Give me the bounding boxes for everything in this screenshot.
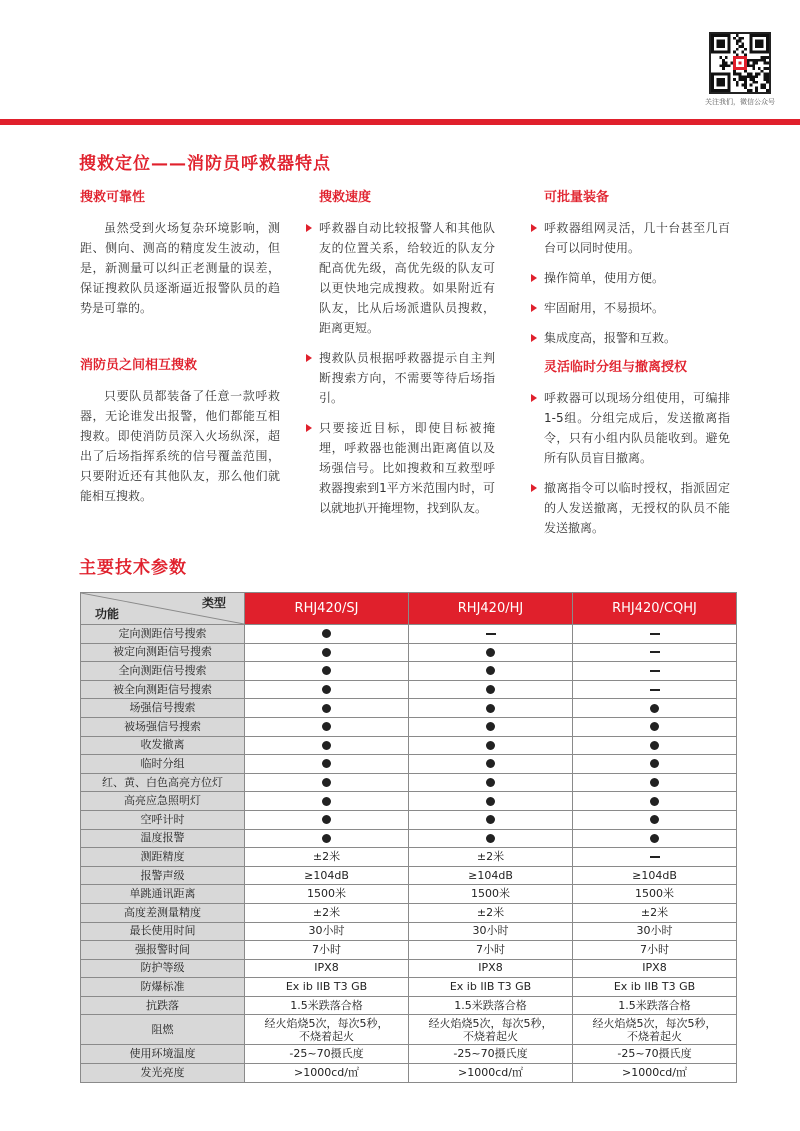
batch-list: [530, 218, 730, 348]
list-item: 撤离指令可以临时授权，指派固定的人发送撤离，无授权的队员不能发送撤离。: [530, 478, 730, 538]
supported-dot-icon: [486, 815, 495, 824]
not-supported-cell: [409, 625, 573, 644]
spec-value-cell: 经火焰烧5次，每次5秒， 不烧着起火: [245, 1015, 409, 1045]
list-item: 呼救器自动比较报警人和其他队友的位置关系，给较近的队友分配高优先级，高优先级的队友可以更快地完成搜救。如果附近有队友，比从后场派遣队员搜救，距离更短。: [305, 218, 495, 338]
table-row: [81, 1015, 737, 1045]
supported-dot-icon: [322, 815, 331, 824]
supported-dot-icon: [322, 704, 331, 713]
supported-dot-icon: [650, 741, 659, 750]
supported-dot-icon: [486, 722, 495, 731]
table-row: [81, 736, 737, 755]
function-cell: 空呼计时: [81, 810, 245, 829]
supported-dot-icon: [486, 685, 495, 694]
supported-dot-icon: [322, 685, 331, 694]
table-row: [81, 755, 737, 774]
supported-dot-icon: [322, 834, 331, 843]
supported-dot-cell: [573, 829, 737, 848]
table-row: [81, 792, 737, 811]
table-row: [81, 810, 737, 829]
supported-dot-icon: [486, 741, 495, 750]
supported-dot-cell: [409, 810, 573, 829]
supported-dot-cell: [409, 792, 573, 811]
supported-dot-cell: [245, 755, 409, 774]
function-cell: 阻燃: [81, 1015, 245, 1045]
not-supported-dash-icon: [650, 670, 660, 672]
spec-value-cell: 1.5米跌落合格: [409, 996, 573, 1015]
speed-list: [305, 218, 495, 518]
supported-dot-cell: [573, 736, 737, 755]
function-cell: 被定向测距信号搜索: [81, 643, 245, 662]
supported-dot-icon: [322, 648, 331, 657]
table-row: [81, 978, 737, 997]
table-row: [81, 996, 737, 1015]
not-supported-cell: [573, 625, 737, 644]
supported-dot-cell: [245, 662, 409, 681]
not-supported-dash-icon: [650, 633, 660, 635]
spec-value-cell: IPX8: [245, 959, 409, 978]
supported-dot-cell: [573, 699, 737, 718]
supported-dot-icon: [650, 704, 659, 713]
spec-value-cell: >1000cd/㎡: [573, 1064, 737, 1083]
header-function-label: 功能: [95, 607, 120, 621]
model-header: RHJ420/HJ: [409, 593, 573, 625]
not-supported-cell: [573, 643, 737, 662]
spec-value-cell: >1000cd/㎡: [409, 1064, 573, 1083]
function-cell: 红、黄、白色高亮方位灯: [81, 773, 245, 792]
spec-value-cell: 1.5米跌落合格: [573, 996, 737, 1015]
table-row: [81, 643, 737, 662]
not-supported-dash-icon: [486, 633, 496, 635]
spec-value-cell: ≥104dB: [573, 866, 737, 885]
spec-value-cell: 1500米: [245, 885, 409, 904]
supported-dot-icon: [486, 666, 495, 675]
supported-dot-cell: [409, 829, 573, 848]
function-cell: 报警声级: [81, 866, 245, 885]
table-row: [81, 662, 737, 681]
table-row: [81, 959, 737, 978]
supported-dot-icon: [322, 741, 331, 750]
supported-dot-cell: [409, 680, 573, 699]
supported-dot-icon: [322, 629, 331, 638]
supported-dot-icon: [322, 797, 331, 806]
not-supported-cell: [573, 662, 737, 681]
function-cell: 高度差测量精度: [81, 903, 245, 922]
function-cell: 防爆标准: [81, 978, 245, 997]
supported-dot-cell: [245, 717, 409, 736]
supported-dot-cell: [409, 699, 573, 718]
table-row: [81, 922, 737, 941]
supported-dot-icon: [322, 666, 331, 675]
function-cell: 抗跌落: [81, 996, 245, 1015]
speed-heading: 搜救速度: [319, 190, 372, 205]
spec-value-cell: ±2米: [409, 903, 573, 922]
qr-code[interactable]: [709, 32, 771, 94]
specs-table-body: [81, 625, 737, 1083]
spec-value-cell: -25~70摄氏度: [573, 1045, 737, 1064]
function-cell: 定向测距信号搜索: [81, 625, 245, 644]
specs-table: [80, 592, 737, 1083]
table-row: [81, 1045, 737, 1064]
table-row: [81, 625, 737, 644]
supported-dot-icon: [486, 797, 495, 806]
supported-dot-icon: [650, 797, 659, 806]
table-row: [81, 848, 737, 867]
supported-dot-icon: [486, 834, 495, 843]
function-cell: 全向测距信号搜索: [81, 662, 245, 681]
table-row: [81, 866, 737, 885]
supported-dot-icon: [650, 815, 659, 824]
spec-value-cell: 30小时: [409, 922, 573, 941]
list-item: 只要接近目标，即使目标被掩埋，呼救器也能测出距离值以及场强信号。比如搜救和互救型呼救器搜索到1平方米范围内时，可以就地扒开掩埋物，找到队友。: [305, 418, 495, 518]
table-row: [81, 717, 737, 736]
supported-dot-icon: [650, 722, 659, 731]
supported-dot-cell: [409, 736, 573, 755]
grouping-list: [530, 388, 730, 538]
table-row: [81, 1064, 737, 1083]
function-cell: 场强信号搜索: [81, 699, 245, 718]
features-title: 搜救定位——消防员呼救器特点: [79, 154, 331, 174]
supported-dot-cell: [245, 625, 409, 644]
feature-column-1: [80, 188, 280, 506]
spec-value-cell: -25~70摄氏度: [245, 1045, 409, 1064]
spec-value-cell: 7小时: [245, 941, 409, 960]
feature-column-3: [530, 188, 730, 548]
spec-value-cell: 7小时: [573, 941, 737, 960]
function-cell: 被场强信号搜索: [81, 717, 245, 736]
table-row: [81, 829, 737, 848]
supported-dot-icon: [322, 722, 331, 731]
supported-dot-icon: [486, 648, 495, 657]
not-supported-cell: [573, 680, 737, 699]
header-type-label: 类型: [201, 596, 226, 610]
supported-dot-cell: [245, 643, 409, 662]
qr-code-block: [694, 32, 786, 107]
table-row: [81, 885, 737, 904]
spec-value-cell: 1500米: [409, 885, 573, 904]
list-item: 搜救队员根据呼救器提示自主判断搜索方向，不需要等待后场指引。: [305, 348, 495, 408]
spec-value-cell: Ex ib IIB T3 GB: [409, 978, 573, 997]
function-cell: 防护等级: [81, 959, 245, 978]
batch-heading: 可批量装备: [544, 190, 610, 205]
spec-value-cell: ±2米: [409, 848, 573, 867]
not-supported-dash-icon: [650, 651, 660, 653]
model-header: RHJ420/CQHJ: [573, 593, 737, 625]
spec-value-cell: ≥104dB: [409, 866, 573, 885]
supported-dot-icon: [486, 759, 495, 768]
function-cell: 高亮应急照明灯: [81, 792, 245, 811]
supported-dot-cell: [409, 717, 573, 736]
spec-value-cell: 30小时: [245, 922, 409, 941]
grouping-heading: 灵活临时分组与撤离授权: [544, 360, 688, 375]
function-cell: 测距精度: [81, 848, 245, 867]
list-item: 呼救器可以现场分组使用，可编排1-5组。分组完成后，发送撤离指令，只有小组内队员能收到。避免所有队员盲目撤离。: [530, 388, 730, 468]
list-item: 牢固耐用，不易损坏。: [530, 298, 730, 318]
list-item: 呼救器组网灵活，几十台甚至几百台可以同时使用。: [530, 218, 730, 258]
function-cell: 临时分组: [81, 755, 245, 774]
spec-value-cell: ±2米: [245, 903, 409, 922]
spec-value-cell: 经火焰烧5次，每次5秒， 不烧着起火: [409, 1015, 573, 1045]
table-row: [81, 680, 737, 699]
spec-value-cell: Ex ib IIB T3 GB: [573, 978, 737, 997]
spec-value-cell: 1500米: [573, 885, 737, 904]
function-cell: 收发撤离: [81, 736, 245, 755]
function-cell: 被全向测距信号搜索: [81, 680, 245, 699]
spec-value-cell: IPX8: [573, 959, 737, 978]
supported-dot-icon: [322, 778, 331, 787]
reliability-heading: 搜救可靠性: [80, 190, 146, 205]
supported-dot-cell: [409, 773, 573, 792]
spec-value-cell: 30小时: [573, 922, 737, 941]
spec-value-cell: >1000cd/㎡: [245, 1064, 409, 1083]
supported-dot-cell: [245, 736, 409, 755]
table-row: [81, 773, 737, 792]
supported-dot-cell: [573, 810, 737, 829]
table-corner-header: [81, 593, 245, 625]
list-item: 操作简单，使用方便。: [530, 268, 730, 288]
table-row: [81, 941, 737, 960]
spec-value-cell: 7小时: [409, 941, 573, 960]
spec-value-cell: ±2米: [573, 903, 737, 922]
header-accent-bar: [0, 119, 800, 125]
supported-dot-cell: [245, 773, 409, 792]
supported-dot-icon: [486, 778, 495, 787]
table-row: [81, 903, 737, 922]
list-item: 集成度高，报警和互救。: [530, 328, 730, 348]
mutual-rescue-heading: 消防员之间相互搜救: [80, 358, 198, 373]
supported-dot-icon: [650, 778, 659, 787]
spec-value-cell: 1.5米跌落合格: [245, 996, 409, 1015]
spec-value-cell: IPX8: [409, 959, 573, 978]
spec-value-cell: ±2米: [245, 848, 409, 867]
not-supported-dash-icon: [650, 856, 660, 858]
supported-dot-icon: [650, 759, 659, 768]
specs-title: 主要技术参数: [79, 558, 187, 578]
spec-value-cell: Ex ib IIB T3 GB: [245, 978, 409, 997]
function-cell: 单跳通讯距离: [81, 885, 245, 904]
supported-dot-cell: [409, 643, 573, 662]
spec-value-cell: ≥104dB: [245, 866, 409, 885]
reliability-text: 虽然受到火场复杂环境影响，测距、侧向、测高的精度发生波动，但是，新测量可以纠正老测量的误差，保证搜救队员逐渐逼近报警队员的趋势是可靠的。: [80, 221, 280, 315]
supported-dot-cell: [409, 755, 573, 774]
supported-dot-icon: [650, 834, 659, 843]
function-cell: 发光亮度: [81, 1064, 245, 1083]
supported-dot-icon: [486, 704, 495, 713]
function-cell: 强报警时间: [81, 941, 245, 960]
supported-dot-cell: [245, 810, 409, 829]
feature-column-2: [305, 188, 495, 528]
supported-dot-cell: [573, 792, 737, 811]
spec-value-cell: 经火焰烧5次，每次5秒， 不烧着起火: [573, 1015, 737, 1045]
function-cell: 最长使用时间: [81, 922, 245, 941]
function-cell: 使用环境温度: [81, 1045, 245, 1064]
supported-dot-cell: [245, 699, 409, 718]
spec-value-cell: -25~70摄氏度: [409, 1045, 573, 1064]
supported-dot-cell: [573, 755, 737, 774]
function-cell: 温度报警: [81, 829, 245, 848]
supported-dot-cell: [409, 662, 573, 681]
mutual-rescue-text: 只要队员都装备了任意一款呼救器，无论谁发出报警，他们都能互相搜救。即使消防员深入火场纵深，超出了后场指挥系统的信号覆盖范围，只要附近还有其他队友，那么他们就能相互搜救。: [80, 389, 280, 503]
supported-dot-cell: [245, 680, 409, 699]
table-row: [81, 699, 737, 718]
supported-dot-cell: [245, 829, 409, 848]
model-header: RHJ420/SJ: [245, 593, 409, 625]
supported-dot-cell: [573, 773, 737, 792]
supported-dot-cell: [573, 717, 737, 736]
not-supported-cell: [573, 848, 737, 867]
supported-dot-icon: [322, 759, 331, 768]
qr-caption: 关注我们，微信公众号: [705, 98, 775, 106]
not-supported-dash-icon: [650, 689, 660, 691]
supported-dot-cell: [245, 792, 409, 811]
